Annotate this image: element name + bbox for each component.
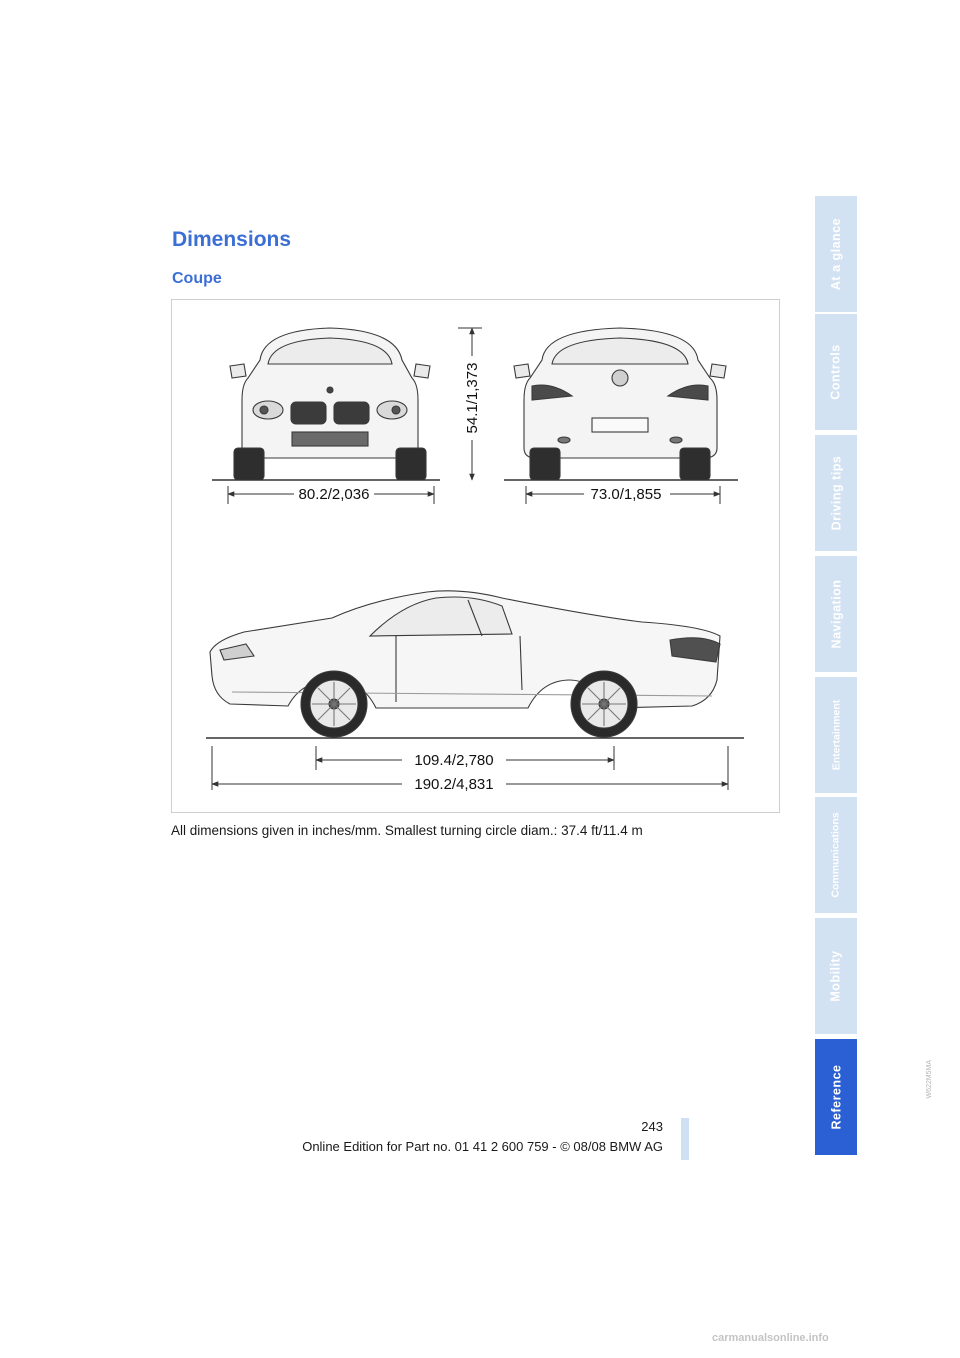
watermark: carmanualsonline.info (712, 1332, 829, 1344)
tab-controls[interactable]: Controls (815, 314, 857, 432)
side-view-car (210, 591, 720, 737)
tab-reference[interactable]: Reference (815, 1039, 857, 1157)
tab-driving-tips[interactable]: Driving tips (815, 435, 857, 553)
label-rear-track: 73.0/1,855 (590, 486, 662, 503)
tab-communications[interactable]: Communications (815, 797, 857, 915)
figure-code: W622M5MA (926, 1060, 933, 1099)
tab-mobility[interactable]: Mobility (815, 918, 857, 1036)
label-overall-length: 190.2/4,831 (414, 776, 494, 793)
footer-bar (681, 1118, 689, 1160)
section-title: Dimensions (172, 228, 292, 251)
tab-at-a-glance[interactable]: At a glance (815, 196, 857, 314)
tab-navigation[interactable]: Navigation (815, 556, 857, 674)
label-height: 54.1/1,373 (464, 362, 481, 434)
subsection-title: Coupe (172, 270, 222, 287)
label-overall-width: 80.2/2,036 (298, 486, 370, 503)
footer-text: Online Edition for Part no. 01 41 2 600 759 - © 08/08 BMW AG (302, 1139, 663, 1154)
rear-view-car (514, 328, 726, 480)
tab-entertainment[interactable]: Entertainment (815, 677, 857, 795)
figure-caption: All dimensions given in inches/mm. Smallest turning circle diam.: 37.4 ft/11.4 m (171, 823, 643, 838)
car-drawing (172, 300, 779, 812)
front-view-car (230, 328, 430, 480)
label-wheelbase: 109.4/2,780 (414, 752, 494, 769)
page-number: 243 (641, 1119, 663, 1134)
